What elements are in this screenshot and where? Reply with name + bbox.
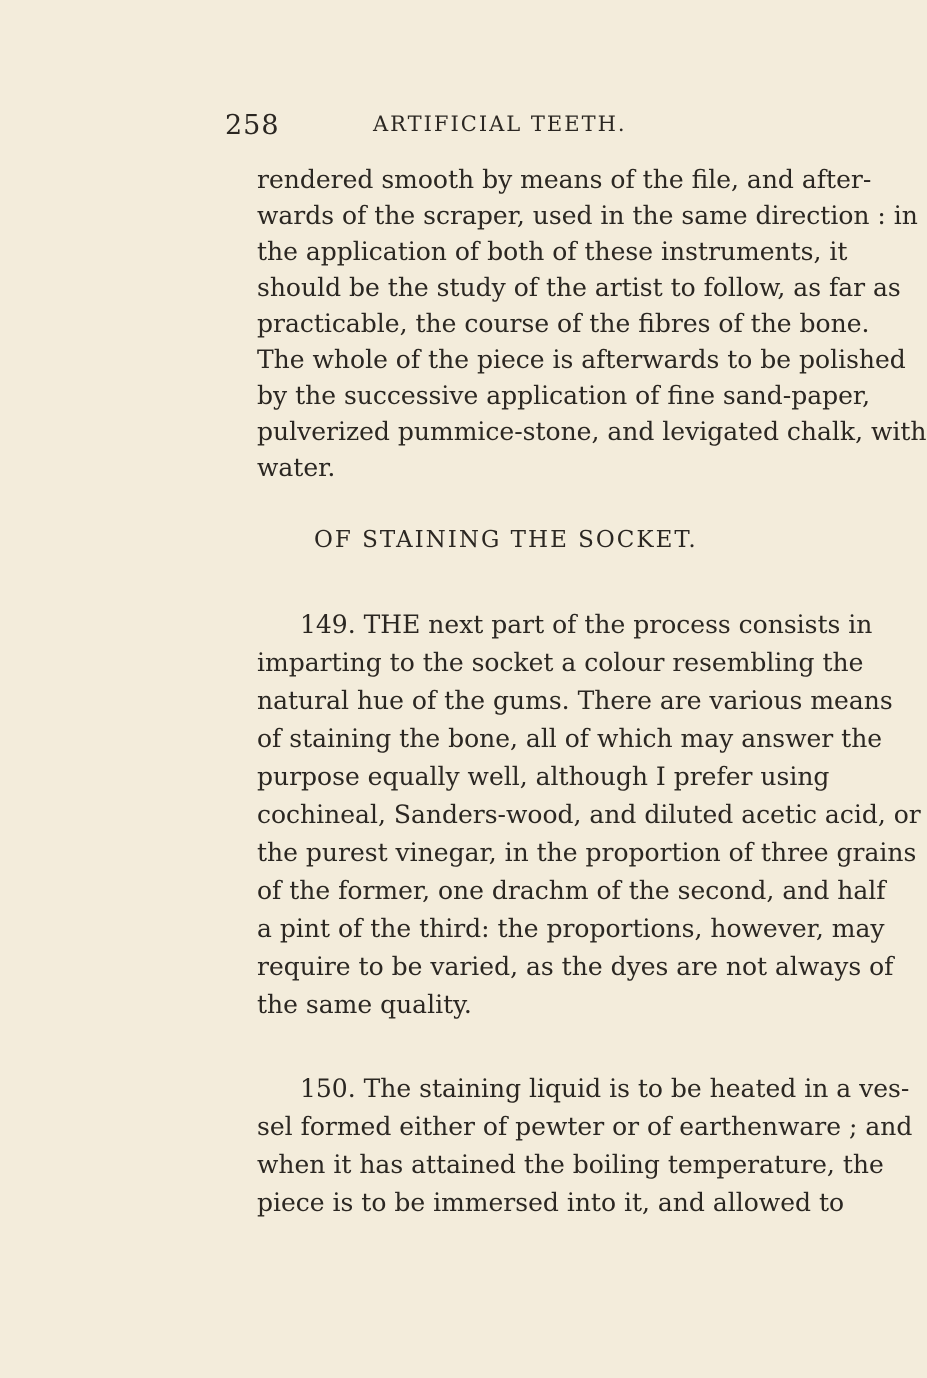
- text-line: water.: [257, 453, 336, 482]
- page-header: [0, 110, 800, 150]
- text-line: by the successive application of fine sand-paper,: [257, 381, 871, 410]
- section-heading: OF STAINING THE SOCKET.: [314, 527, 698, 553]
- text-line: the application of both of these instruments, it: [257, 237, 848, 266]
- text-line: practicable, the course of the fibres of the bone.: [257, 309, 870, 338]
- text-line: 149. THE next part of the process consists in: [300, 610, 873, 639]
- text-line: piece is to be immersed into it, and allowed to: [257, 1188, 845, 1217]
- text-line: natural hue of the gums. There are various means: [257, 686, 893, 715]
- text-line: a pint of the third: the proportions, however, may: [257, 914, 885, 943]
- text-line: pulverized pummice-stone, and levigated chalk, with: [257, 417, 927, 446]
- text-line: of staining the bone, all of which may answer the: [257, 724, 883, 753]
- text-line: The whole of the piece is afterwards to be polished: [257, 345, 906, 374]
- text-line: sel formed either of pewter or of earthenware ; and: [257, 1112, 913, 1141]
- text-line: imparting to the socket a colour resembling the: [257, 648, 864, 677]
- running-title: ARTIFICIAL TEETH.: [373, 112, 627, 136]
- text-line: wards of the scraper, used in the same direction : in: [257, 201, 918, 230]
- text-line: 150. The staining liquid is to be heated in a ves-: [300, 1074, 910, 1103]
- text-line: the purest vinegar, in the proportion of three grains: [257, 838, 917, 867]
- text-line: should be the study of the artist to follow, as far as: [257, 273, 901, 302]
- text-line: purpose equally well, although I prefer using: [257, 762, 830, 791]
- text-line: require to be varied, as the dyes are not always of: [257, 952, 894, 981]
- page-number: 258: [225, 110, 280, 141]
- text-line: of the former, one drachm of the second, and half: [257, 876, 886, 905]
- text-line: cochineal, Sanders-wood, and diluted acetic acid, or: [257, 800, 921, 829]
- text-line: rendered smooth by means of the file, and after-: [257, 165, 872, 194]
- text-line: when it has attained the boiling temperature, the: [257, 1150, 884, 1179]
- text-line: the same quality.: [257, 990, 472, 1019]
